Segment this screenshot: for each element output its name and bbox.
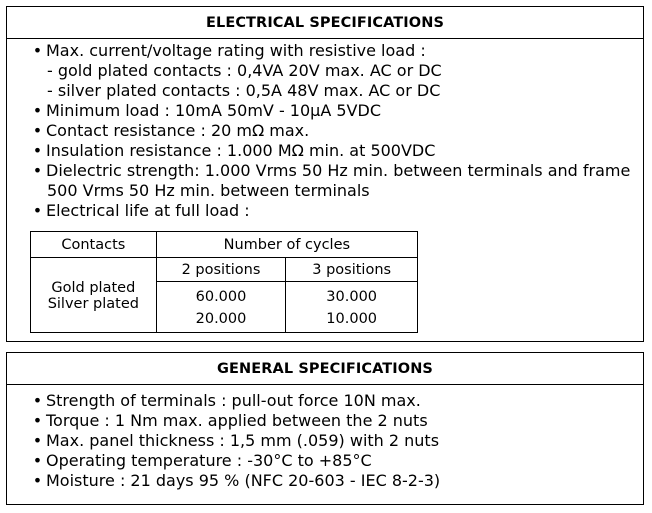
cycles-2-positions-cell — [156, 282, 286, 333]
header-contacts: Contacts — [31, 232, 157, 258]
spec-item-moisture: • Moisture : 21 days 95 % (NFC 20-603 - IEC 8-2-3) — [29, 471, 440, 491]
contact-silver-plated: Silver plated — [47, 296, 139, 312]
electrical-spec-list — [29, 41, 630, 221]
spec-item-panel-thickness: • Max. panel thickness : 1,5 mm (.059) with 2 nuts — [29, 431, 440, 451]
header-number-of-cycles: Number of cycles — [156, 232, 417, 258]
electrical-specifications-title: ELECTRICAL SPECIFICATIONS — [7, 7, 643, 39]
contact-gold-plated: Gold plated — [51, 280, 136, 296]
spec-item-dielectric-continuation: 500 Vrms 50 Hz min. between terminals — [47, 181, 370, 200]
spec-item-torque: • Torque : 1 Nm max. applied between the 2 nuts — [29, 411, 440, 431]
spec-item-operating-temperature: • Operating temperature : -30°C to +85°C — [29, 451, 440, 471]
electrical-life-table — [30, 231, 418, 333]
general-specifications-title: GENERAL SPECIFICATIONS — [7, 353, 643, 385]
spec-subitem-gold: - gold plated contacts : 0,4VA 20V max. AC or DC — [47, 61, 442, 80]
header-3-positions: 3 positions — [286, 258, 418, 282]
spec-item-insulation-resistance: • Insulation resistance : 1.000 MΩ min. at 500VDC — [29, 141, 630, 161]
general-specifications-panel — [6, 352, 644, 505]
spec-item-minimum-load: • Minimum load : 10mA 50mV - 10μA 5VDC — [29, 101, 630, 121]
general-spec-list — [29, 391, 440, 491]
cycles-3-positions-cell — [286, 282, 418, 333]
gold-3-positions-value: 30.000 — [326, 289, 378, 305]
spec-item-max-rating: • Max. current/voltage rating with resistive load : — [29, 41, 630, 61]
spec-item-dielectric-strength: • Dielectric strength: 1.000 Vrms 50 Hz min. between terminals and frame — [29, 161, 630, 181]
electrical-specifications-panel — [6, 6, 644, 342]
spec-item-contact-resistance: • Contact resistance : 20 mΩ max. — [29, 121, 630, 141]
silver-3-positions-value: 10.000 — [326, 311, 378, 327]
silver-2-positions-value: 20.000 — [195, 311, 247, 327]
spec-subitem-silver: - silver plated contacts : 0,5A 48V max. AC or DC — [47, 81, 441, 100]
contact-types-cell — [31, 258, 157, 333]
spec-item-terminal-strength: • Strength of terminals : pull-out force 10N max. — [29, 391, 440, 411]
spec-item-electrical-life: • Electrical life at full load : — [29, 201, 630, 221]
header-2-positions: 2 positions — [156, 258, 286, 282]
gold-2-positions-value: 60.000 — [195, 289, 247, 305]
